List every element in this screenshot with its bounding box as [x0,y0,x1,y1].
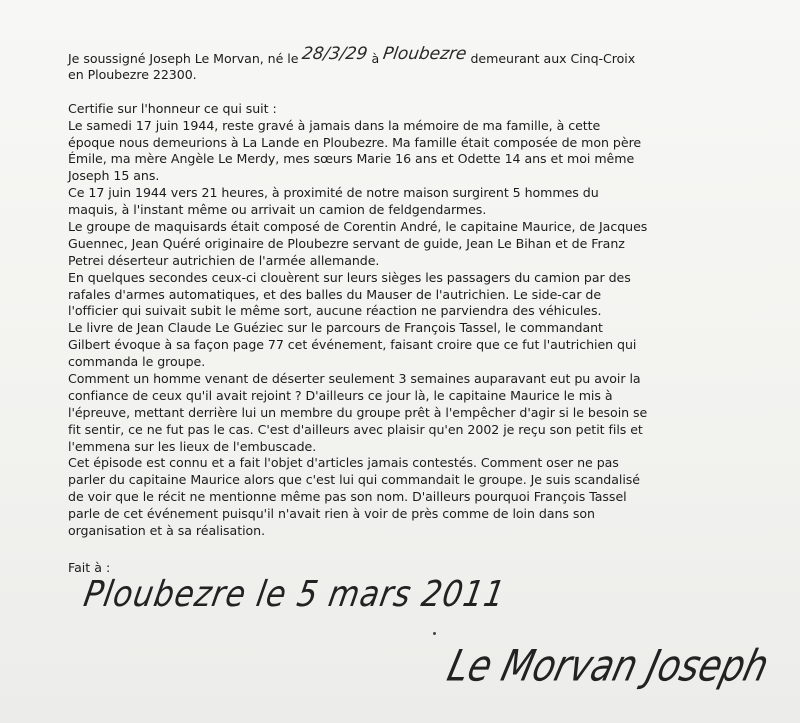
body-line: confiance de ceux qu'il avait rejoint ? D'ailleurs ce jour là, le capitaine Maurice le mis à [68,387,613,403]
intro-connector: à [371,51,380,66]
intro-text-start: Je soussigné Joseph Le Morvan, né le [68,51,299,66]
body-line: de voir que le récit ne mentionne même pas son nom. D'ailleurs pourquoi François Tassel [68,489,627,505]
signature-area [442,624,774,704]
body-line: organisation et à sa réalisation. [68,523,266,539]
body-line: maquis, à l'instant même ou arrivait un camion de feldgendarmes. [68,202,487,218]
body-line: l'épreuve, mettant derrière lui un membre du groupe prêt à l'empêcher d'agir si le besoin se [68,404,648,420]
handwritten-birth-place: Ploubezre [381,44,468,64]
body-line: l'emmena sur les lieux de l'embuscade. [68,438,317,454]
ink-dot [433,632,436,635]
body-line: l'officier qui suivait subit le même sort, aucune réaction ne parviendra des véhicules. [68,303,602,319]
body-line: Émile, ma mère Angèle Le Merdy, mes sœurs Marie 16 ans et Odette 14 ans et moi même [68,151,635,167]
body-line: parle de cet événement puisqu'il n'avait rien à voir de près comme de loin dans son [68,506,595,522]
paragraph-gap [68,84,758,101]
intro-line-2: en Ploubezre 22300. [68,66,197,82]
body-line: Cet épisode est connu et a fait l'objet d'articles jamais contestés. Comment oser ne pas [68,455,619,471]
body-line: Ce 17 juin 1944 vers 21 heures, à proximité de notre maison surgirent 5 hommes du [68,185,599,201]
body-line: parler du capitaine Maurice alors que c'est lui qui commandait le groupe. Je suis scandalisé [68,472,640,488]
intro-text-end: demeurant aux Cinq-Croix [470,51,636,66]
body-line: Gilbert évoque à sa façon page 77 cet événement, faisant croire que ce fut l'autrichien qui [68,337,637,353]
body-line: Le livre de Jean Claude Le Guéziec sur le parcours de François Tassel, le commandant [68,320,603,336]
body-line: rafales d'armes automatiques, et des balles du Mauser de l'autrichien. Le side-car de [68,286,602,302]
handwritten-place-date: Ploubezre le 5 mars 2011 [80,574,509,616]
body-line: fit sentir, ce ne fut pas le cas. C'est d'ailleurs avec plaisir qu'en 2002 je reçu son petit fils et [68,421,643,437]
letter-body [68,44,758,540]
handwritten-signature: Le Morvan Joseph [442,642,774,692]
body-line: Le groupe de maquisards était composé de Corentin André, le capitaine Maurice, de Jacques [68,219,648,235]
handwritten-birth-date: 28/3/29 [301,44,370,64]
body-line: époque nous demeurions à La Lande en Ploubezre. Ma famille était composée de mon père [68,134,642,150]
fait-label: Fait à : [68,560,111,575]
body-line: Certifie sur l'honneur ce qui suit : [68,100,277,116]
intro-line-1 [68,44,758,67]
body-line: Joseph 15 ans. [68,168,160,184]
body-line: Le samedi 17 juin 1944, reste gravé à jamais dans la mémoire de ma famille, à cette [68,117,601,133]
body-line: Guennec, Jean Quéré originaire de Ploubezre servant de guide, Jean Le Bihan et de Franz [68,235,625,251]
body-line: commanda le groupe. [68,354,206,370]
body-line: Petrei déserteur autrichien de l'armée allemande. [68,252,380,268]
body-line: En quelques secondes ceux-ci clouèrent sur leurs sièges les passagers du camion par des [68,269,631,285]
body-line: Comment un homme venant de déserter seulement 3 semaines auparavant eut pu avoir la [68,371,641,387]
